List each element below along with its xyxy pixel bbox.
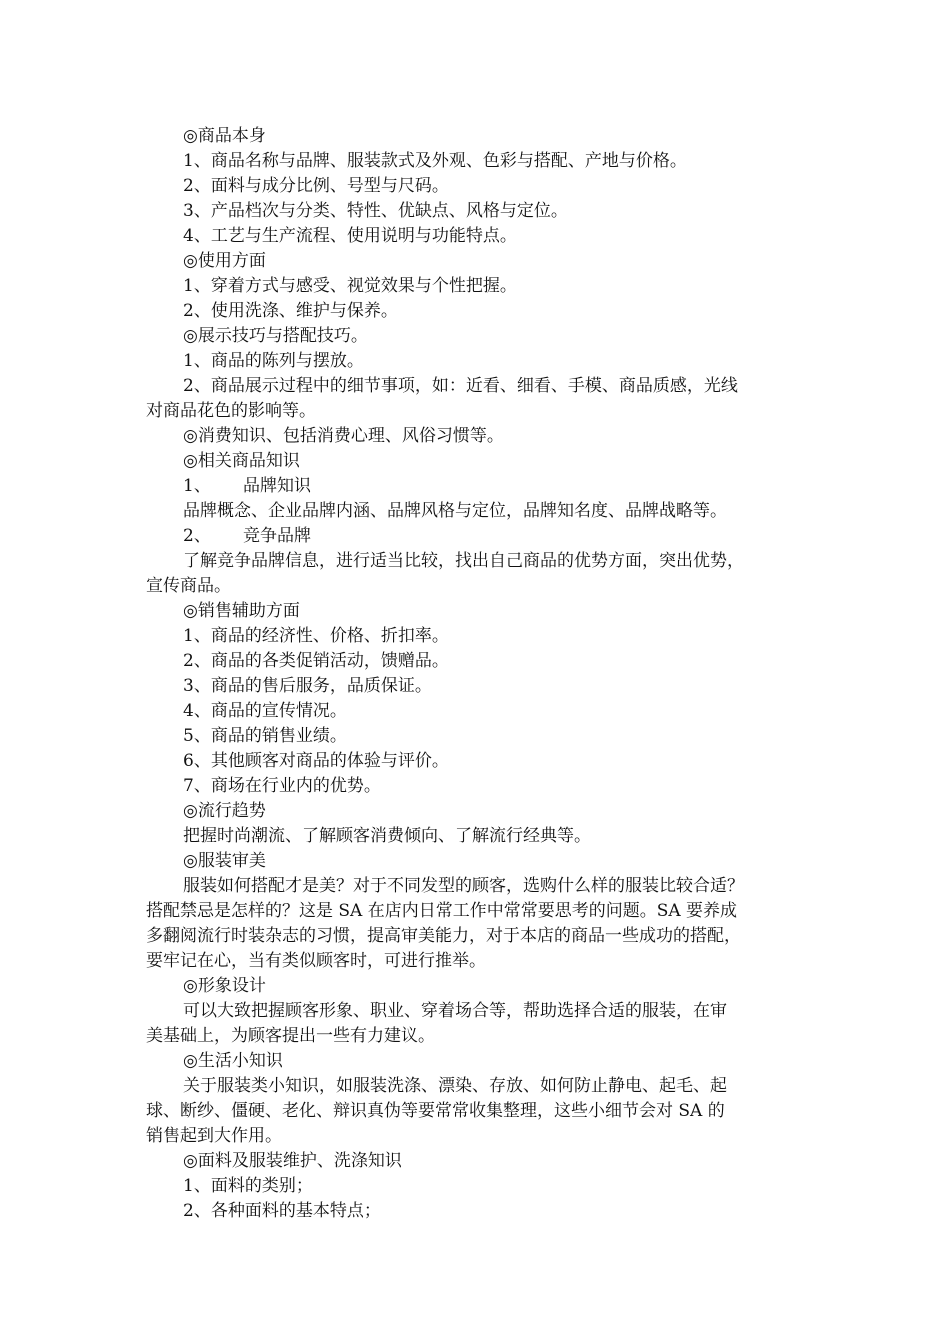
list-item: 7、商场在行业内的优势。	[183, 776, 381, 796]
list-item: 1、穿着方式与感受、视觉效果与个性把握。	[183, 276, 517, 296]
list-item: 1、商品的经济性、价格、折扣率。	[183, 626, 449, 646]
section-heading: ◎商品本身	[183, 126, 266, 146]
section-heading: ◎销售辅助方面	[183, 601, 300, 621]
list-item: 2、使用洗涤、维护与保养。	[183, 301, 398, 321]
subheading: 竞争品牌	[243, 526, 311, 546]
list-item: 1、面料的类别；	[183, 1176, 313, 1196]
section-heading: ◎流行趋势	[183, 801, 266, 821]
paragraph: 了解竞争品牌信息，进行适当比较，找出自己商品的优势方面，突出优势，	[183, 551, 744, 571]
paragraph-continuation: 美基础上，为顾客提出一些有力建议。	[146, 1026, 435, 1046]
section-heading: ◎消费知识、包括消费心理、风俗习惯等。	[183, 426, 504, 446]
subheading: 品牌知识	[243, 476, 311, 496]
section-heading: ◎展示技巧与搭配技巧。	[183, 326, 368, 346]
paragraph: 关于服装类小知识，如服装洗涤、漂染、存放、如何防止静电、起毛、起	[183, 1076, 727, 1096]
list-item: 3、产品档次与分类、特性、优缺点、风格与定位。	[183, 201, 568, 221]
list-item: 4、工艺与生产流程、使用说明与功能特点。	[183, 226, 517, 246]
paragraph: 服装如何搭配才是美？对于不同发型的顾客，选购什么样的服装比较合适？	[183, 876, 744, 896]
paragraph-continuation: 球、断纱、僵硬、老化、辩识真伪等要常常收集整理，这些小细节会对 SA 的	[146, 1101, 725, 1121]
paragraph-continuation: 多翻阅流行时装杂志的习惯，提高审美能力，对于本店的商品一些成功的搭配，	[146, 926, 741, 946]
paragraph: 可以大致把握顾客形象、职业、穿着场合等，帮助选择合适的服装，在审	[183, 1001, 727, 1021]
list-item: 2、商品展示过程中的细节事项，如：近看、细看、手模、商品质感，光线	[183, 376, 738, 396]
list-item: 2、面料与成分比例、号型与尺码。	[183, 176, 449, 196]
section-heading: ◎相关商品知识	[183, 451, 300, 471]
list-number: 2、	[183, 526, 211, 546]
section-heading: ◎面料及服装维护、洗涤知识	[183, 1151, 402, 1171]
list-item: 2、各种面料的基本特点；	[183, 1201, 381, 1221]
list-item: 5、商品的销售业绩。	[183, 726, 347, 746]
list-item: 2、商品的各类促销活动，馈赠品。	[183, 651, 449, 671]
section-heading: ◎形象设计	[183, 976, 266, 996]
document-body	[146, 124, 826, 1224]
list-item-competitor	[146, 524, 826, 549]
list-item: 1、商品的陈列与摆放。	[183, 351, 364, 371]
paragraph-continuation: 要牢记在心，当有类似顾客时，可进行推举。	[146, 951, 486, 971]
section-heading: ◎服装审美	[183, 851, 266, 871]
section-heading: ◎使用方面	[183, 251, 266, 271]
section-heading: ◎生活小知识	[183, 1051, 283, 1071]
list-item-brand	[146, 474, 826, 499]
list-item: 3、商品的售后服务，品质保证。	[183, 676, 432, 696]
list-number: 1、	[183, 476, 211, 496]
list-item: 6、其他顾客对商品的体验与评价。	[183, 751, 449, 771]
paragraph: 品牌概念、企业品牌内涵、品牌风格与定位，品牌知名度、品牌战略等。	[183, 501, 727, 521]
paragraph-continuation: 销售起到大作用。	[146, 1126, 282, 1146]
list-item: 1、商品名称与品牌、服装款式及外观、色彩与搭配、产地与价格。	[183, 151, 687, 171]
paragraph-continuation: 对商品花色的影响等。	[146, 401, 316, 421]
paragraph: 把握时尚潮流、了解顾客消费倾向、了解流行经典等。	[183, 826, 591, 846]
list-item: 4、商品的宣传情况。	[183, 701, 347, 721]
paragraph-continuation: 搭配禁忌是怎样的？这是 SA 在店内日常工作中常常要思考的问题。SA 要养成	[146, 901, 738, 921]
paragraph-continuation: 宣传商品。	[146, 576, 231, 596]
